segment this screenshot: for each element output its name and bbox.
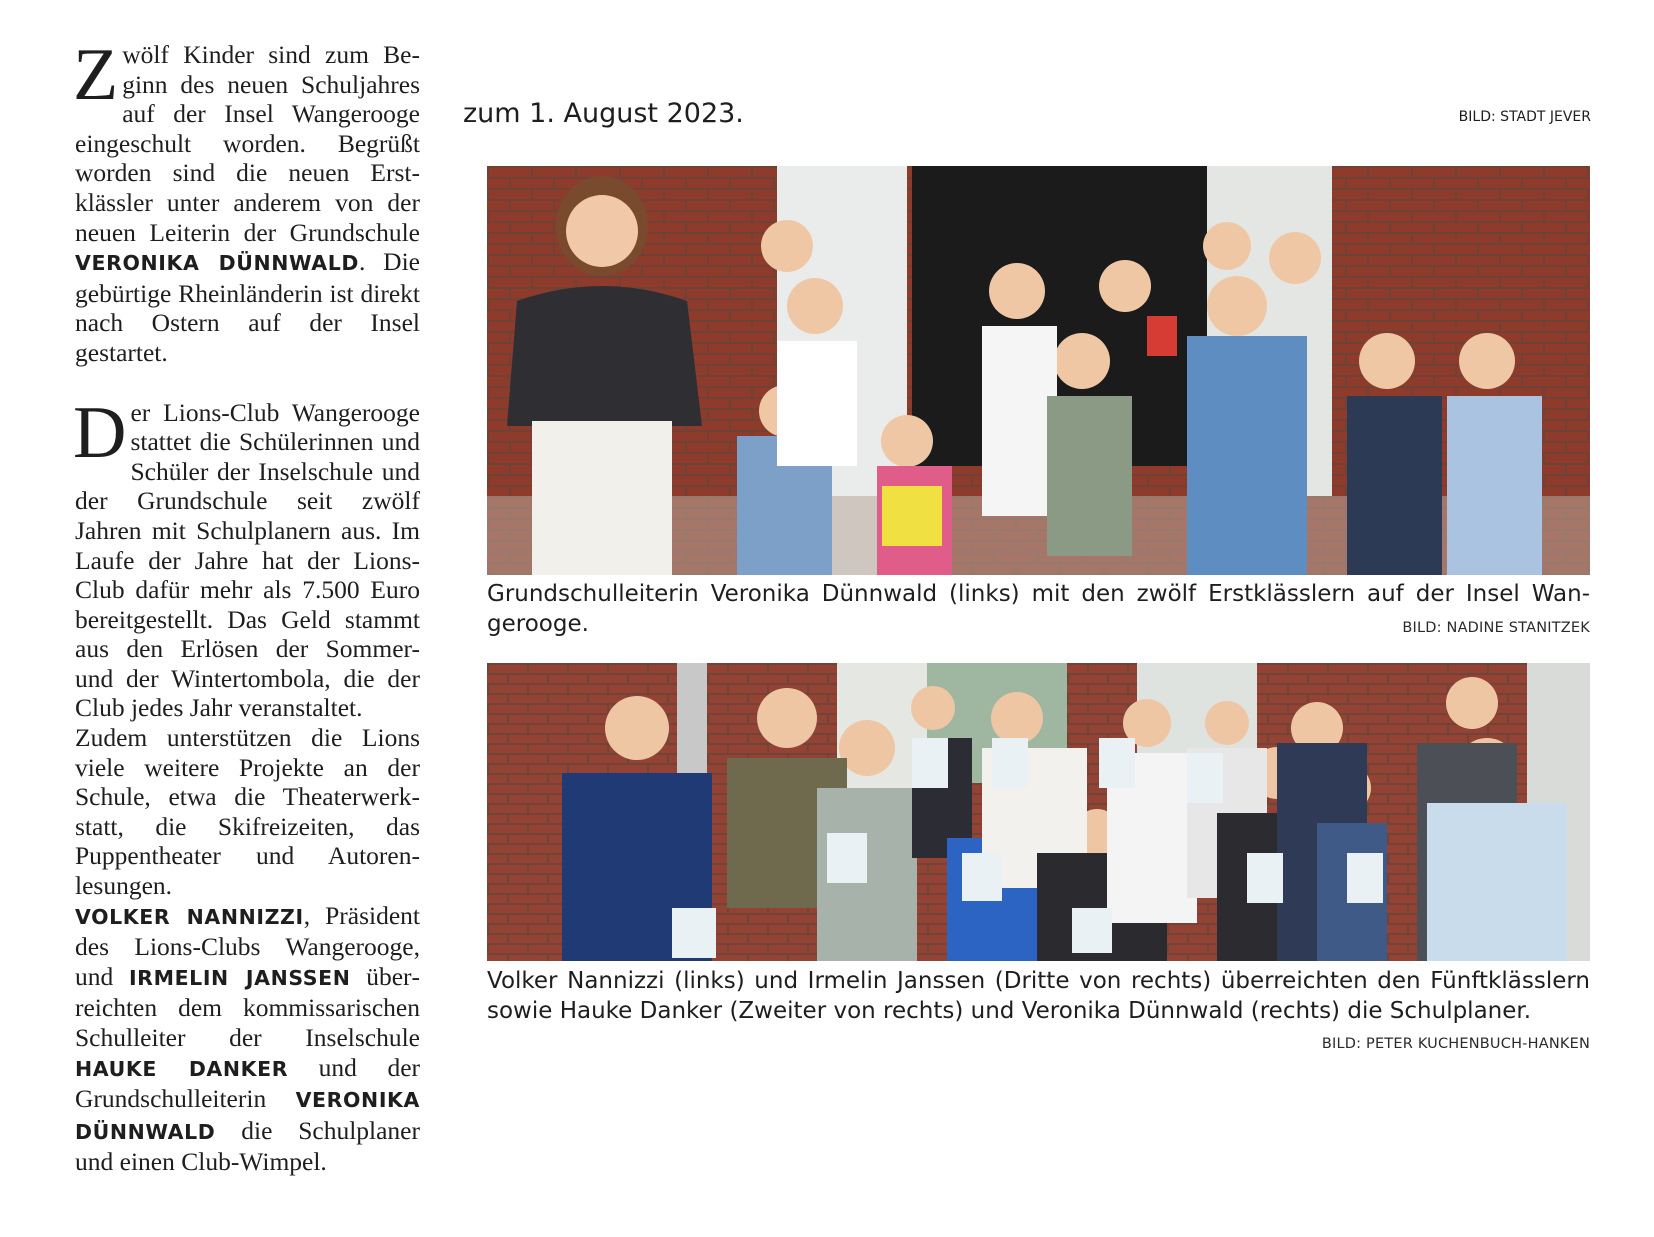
photo-lions-club-image: [487, 663, 1590, 961]
paragraph-4-text-1: , Präsident des Lions-Clubs Wangerooge, und: [75, 900, 420, 991]
paragraph-4: [75, 901, 420, 1177]
dropcap-z: Z: [73, 34, 119, 116]
photo-1-caption: Grundschulleiterin Veronika Dünnwald (links) mit den zwölf Erstklässlern auf der Insel Wangerooge.: [487, 581, 1590, 637]
paragraph-2-text: er Lions-Club Wangerooge stattet die Schülerinnen und Schüler der Inselschule und der Grundschule seit zwölf Jahren mit Schulplanern aus. Im Laufe der Jahre hat der Lions-Club dafür mehr als 7.500 Euro bereitgestellt. Das Geld stammt aus den Erlösen der Sommer- und der Wintertombola, die der Club jedes Jahr veranstaltet.: [75, 397, 420, 723]
article-column: [73, 34, 421, 1177]
cut-off-caption-text: zum 1. August 2023.: [463, 102, 744, 129]
paragraph-3: [75, 723, 420, 901]
photo-first-graders: [487, 166, 1590, 575]
name-irmelin-janssen: IRMELIN JANSSEN: [128, 965, 351, 990]
paragraph-3-text: Zudem unterstützen die Lions viele weitere Projekte an der Schule, etwa die Theaterwerkstatt, die Skifreizeiten, das Puppentheater und Autorenlesungen.: [75, 723, 420, 901]
paragraph-4-text-2: überreichten dem kommissarischen Schulleiter der Inselschule: [75, 961, 421, 1052]
paragraph-1-text: wölf Kinder sind zum Beginn des neuen Schuljahres auf der Insel Wangerooge eingeschult worden. Begrüßt worden sind die neuen Erstklässler unter anderem von der neuen Leiterin der Grundschule: [75, 40, 420, 247]
name-volker-nannizzi: VOLKER NANNIZZI: [75, 904, 304, 929]
photo-2-caption: Volker Nannizzi (links) und Irmelin Janssen (Dritte von rechts) überreichten den Fünftklässlern sowie Hauke Danker (Zweiter von rechts) und Veronika Dünnwald (rechts) die Schulplaner.: [487, 968, 1590, 1024]
cut-off-previous-caption: [463, 102, 1591, 132]
paragraph-1-end: . Die gebürtige Rheinländerin ist direkt nach Ostern auf der Insel gestartet.: [75, 247, 420, 367]
name-hauke-danker: HAUKE DANKER: [75, 1056, 289, 1081]
name-veronika-duennwald-2: VERONIKA DÜNNWALD: [75, 1088, 420, 1144]
paragraph-2: [73, 391, 420, 724]
photo-first-graders-image: [487, 166, 1590, 575]
cut-off-credit: BILD: STADT JEVER: [1458, 109, 1591, 125]
paragraph-1: [73, 34, 420, 368]
photo-lions-club-handover: [487, 663, 1590, 961]
dropcap-d: D: [73, 391, 127, 474]
name-veronika-duennwald: VERONIKA DÜNNWALD: [75, 251, 359, 276]
paragraph-4-text-4: die Schulplaner und einen Club-Wimpel.: [75, 1115, 420, 1177]
photo-1-credit: BILD: NADINE STANITZEK: [1402, 620, 1590, 636]
paragraph-4-text-3: und der Grundschulleiterin: [75, 1052, 421, 1114]
photo-2-credit: BILD: PETER KUCHENBUCH-HANKEN: [1321, 1036, 1590, 1052]
